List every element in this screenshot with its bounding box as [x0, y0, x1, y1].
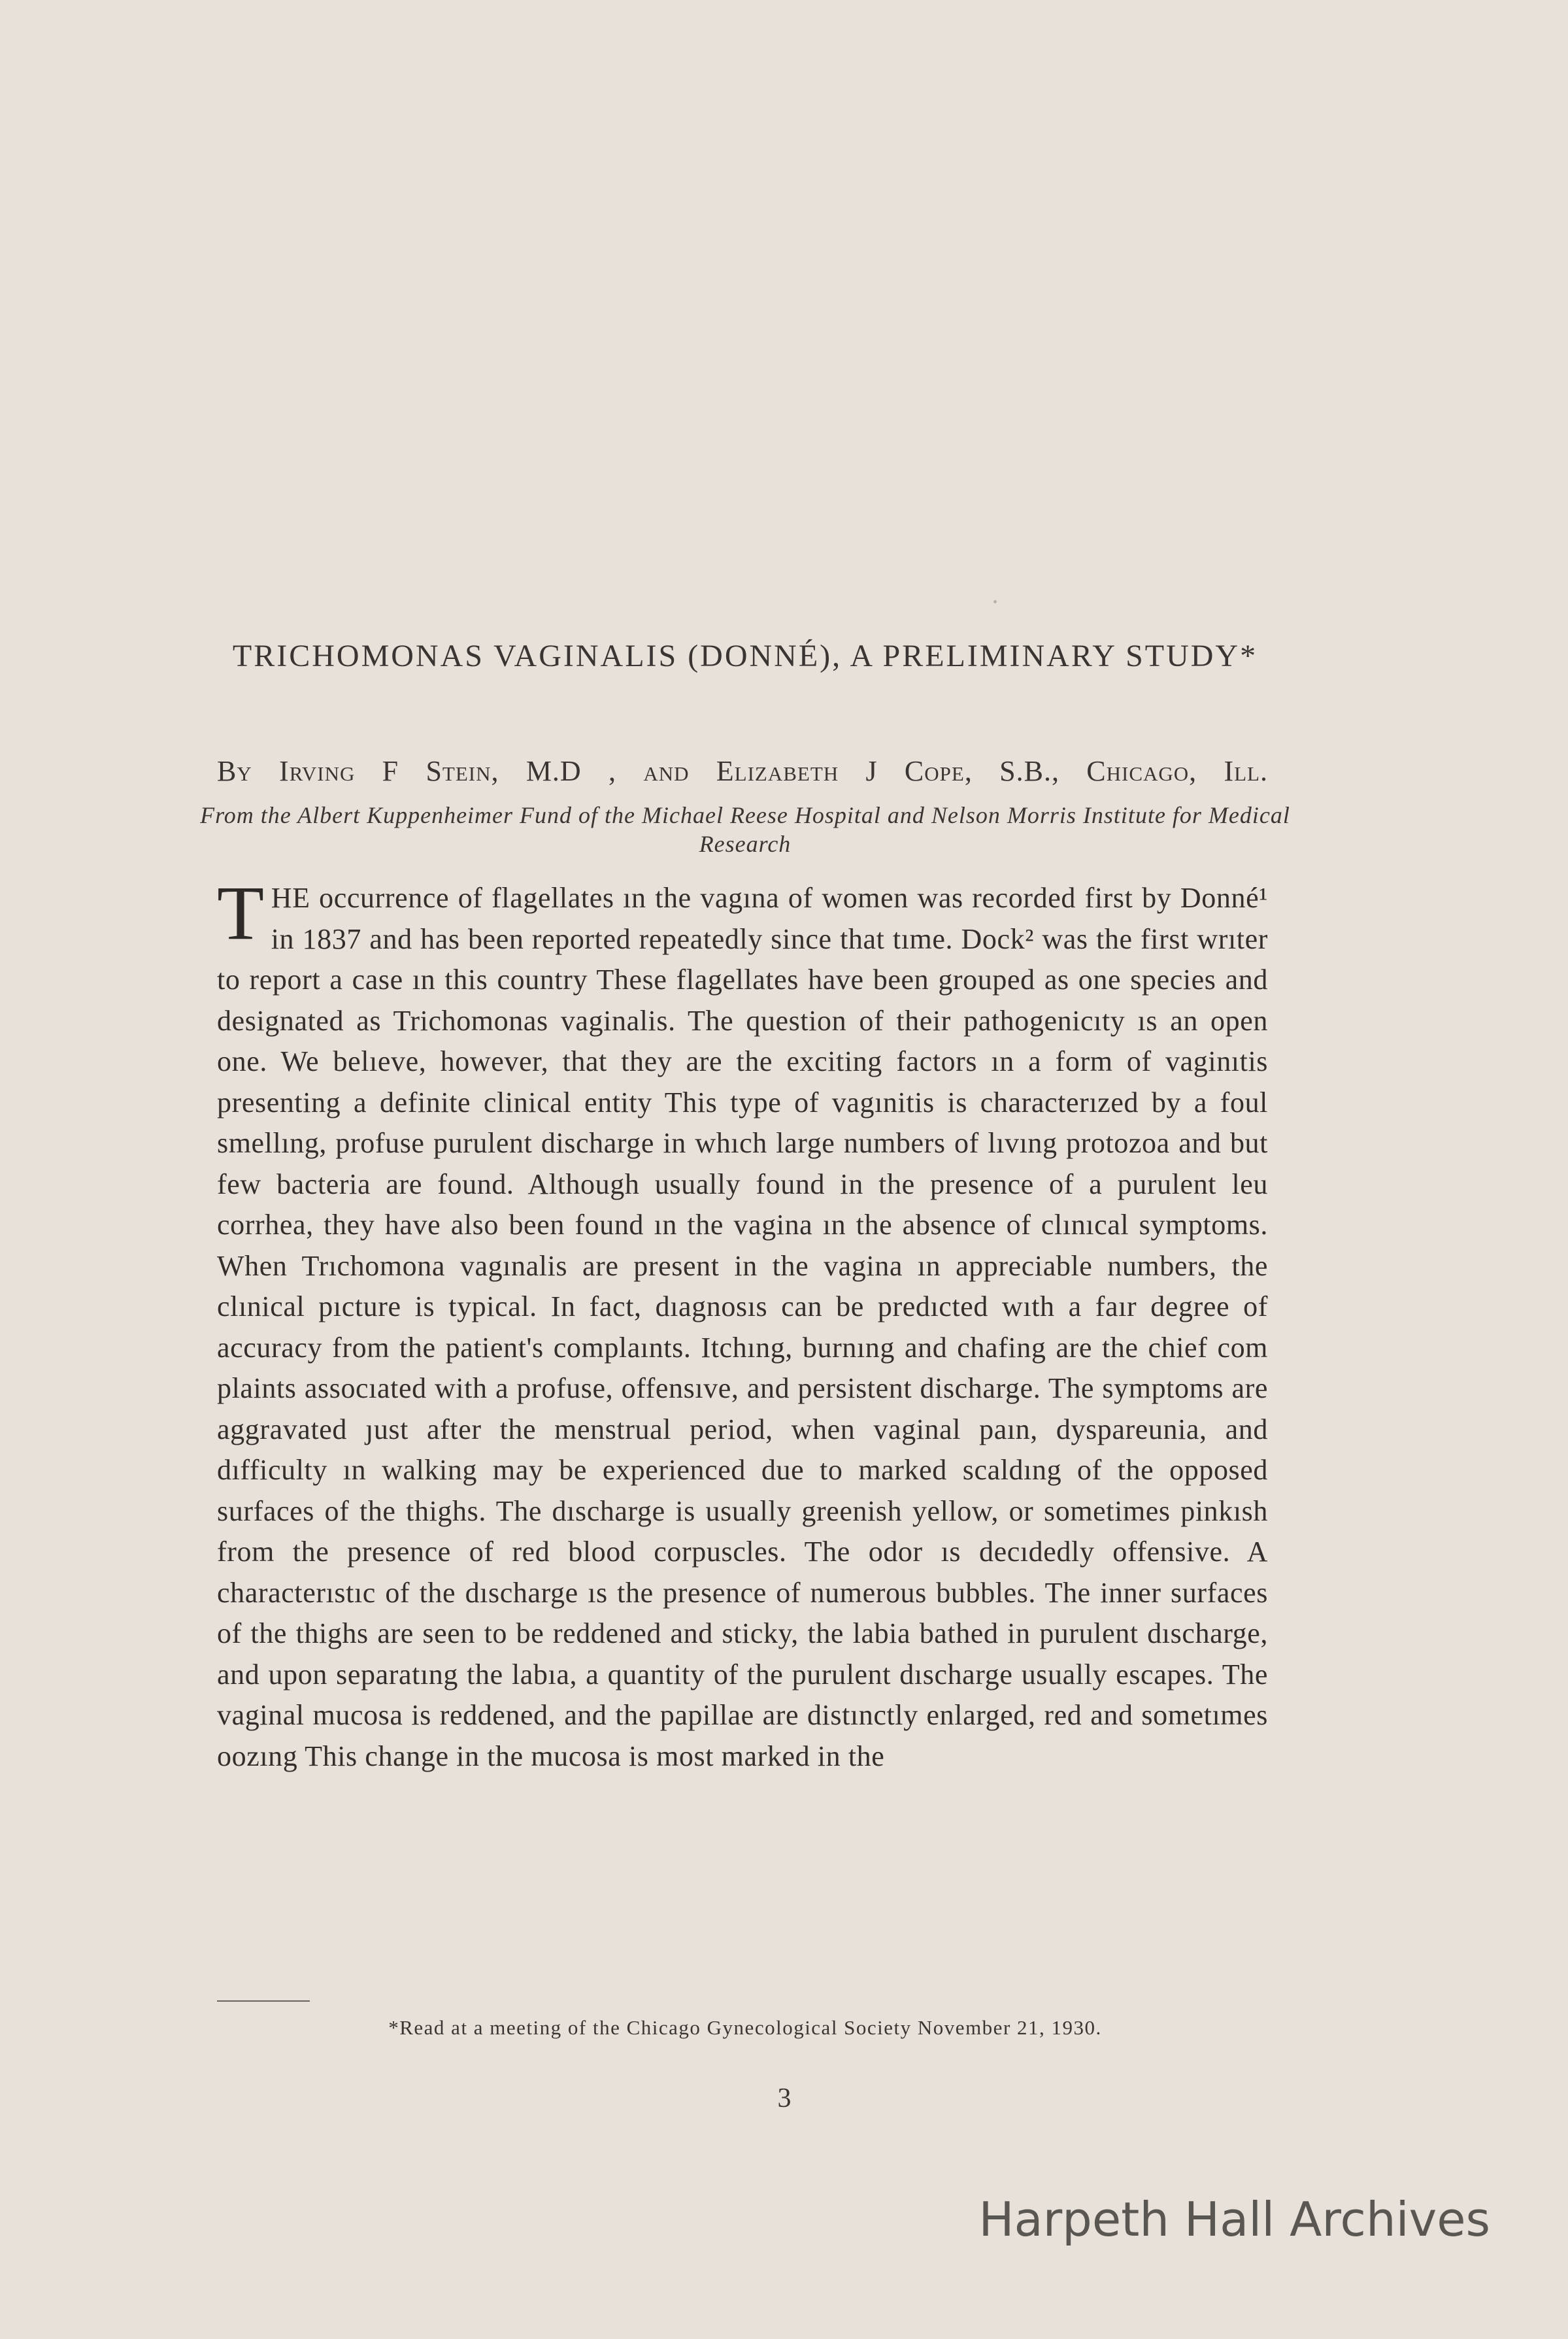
footnote: *Read at a meeting of the Chicago Gynecological Society November 21, 1930. — [388, 2016, 1102, 2039]
footnote-rule — [217, 2000, 310, 2002]
author-byline: By Irving F Stein, M.D , and Elizabeth J Cope, S.B., Chicago, Ill. — [217, 755, 1268, 787]
stray-dot — [993, 600, 997, 603]
article-title: TRICHOMONAS VAGINALIS (DONNÉ), A PRELIMINARY STUDY* — [232, 639, 1258, 673]
drop-cap: T — [217, 870, 265, 956]
body-paragraph — [217, 870, 1268, 1777]
archive-watermark: Harpeth Hall Archives — [978, 2192, 1490, 2247]
author-affiliation: From the Albert Kuppenheimer Fund of the Michael Reese Hospital and Nelson Morris Institute for Medical Research — [200, 802, 1290, 857]
page-number: 3 — [777, 2083, 792, 2113]
body-text: HE occurrence of flagellates ın the vagına of women was recorded first by Donné¹ in 1837 and has been reported repeatedly since that tıme. Dock² was the first wrıter to report a case ın this country These flagellates have been grouped as one species and designated as Trichomonas vaginalis. The question of their pathogenicıty ıs an open one. We belıeve, however, that they are the exciting factors ın a form of vaginıtis presenting a definite clinical entity This type of vagınitis is characterızed by a foul smellıng, profuse purulent discharge in whıch large numbers of lıvıng protozoa and but few bacteria are found. Although usually found in the presence of a purulent leu corrhea, they have also been found ın the vagina ın the absence of clınıcal symptoms. When Trıchomona vagınalis are present in the vagina ın appreciable numbers, the clınical pıcture is typical. In fact, dıagnosıs can be predıcted wıth a faır degree of accuracy from the patient's complaınts. Itchıng, burnıng and chafing are the chief com plaints assocıated with a profuse, offensıve, and persistent discharge. The symptoms are aggravated ȷust after the menstrual period, when vaginal paın, dyspareunia, and dıfficulty ın walking may be experienced due to marked scaldıng of the opposed surfaces of the thighs. The dıscharge is usually greenish yellow, or sometimes pinkısh from the presence of red blood corpuscles. The odor ıs decıdedly offensive. A characterıstıc of the dıscharge ıs the presence of numerous bubbles. The inner surfaces of the thighs are seen to be reddened and sticky, the labia bathed in purulent dıscharge, and upon separatıng the labıa, a quantity of the purulent dıscharge usually escapes. The vaginal mucosa is reddened, and the papillae are distınctly enlarged, red and sometımes oozıng This change in the mucosa is most marked in the — [217, 882, 1268, 1772]
